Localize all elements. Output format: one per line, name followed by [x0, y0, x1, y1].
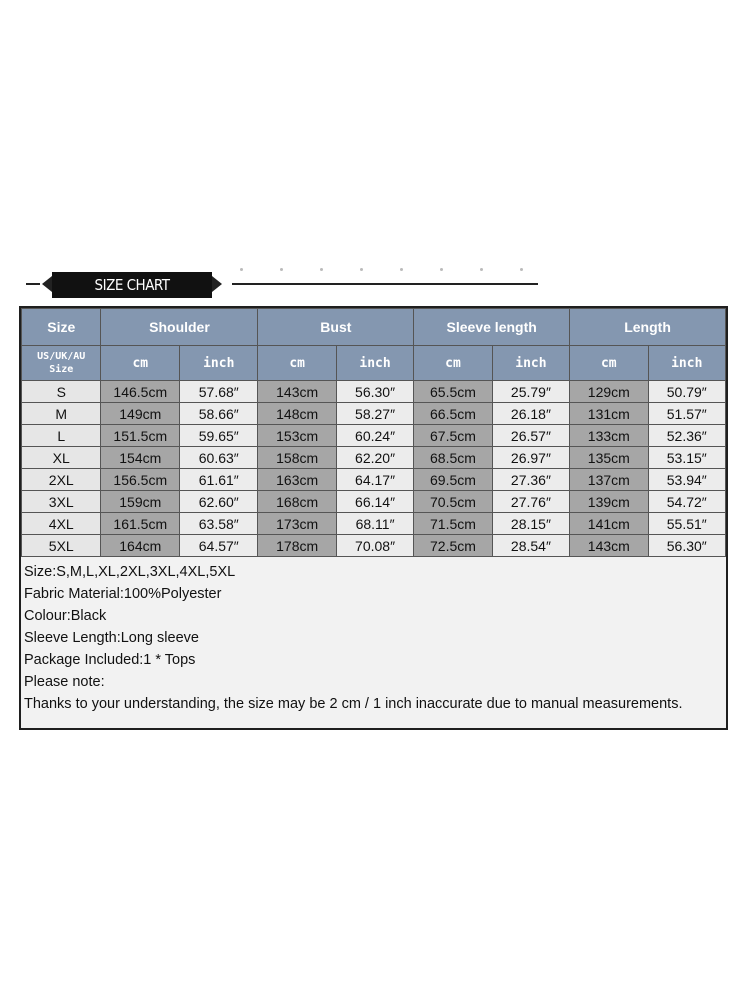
size-cell: L: [22, 425, 101, 447]
product-notes: [21, 555, 726, 715]
unit-header-row: [22, 346, 726, 381]
sleeve-inch-cell: 28.15″: [492, 513, 569, 535]
shoulder-inch-cell: 60.63″: [180, 447, 258, 469]
shoulder-inch-cell: 58.66″: [180, 403, 258, 425]
sleeve-inch-cell: 25.79″: [492, 381, 569, 403]
bust-inch-cell: 60.24″: [336, 425, 413, 447]
length-inch-cell: 54.72″: [648, 491, 725, 513]
sleeve-cm-cell: 72.5cm: [414, 535, 492, 557]
size-chart-banner: [20, 262, 580, 302]
table-row: [22, 535, 726, 557]
shoulder-header: Shoulder: [101, 309, 258, 346]
unit-cm-header: cm: [101, 346, 180, 381]
size-cell: S: [22, 381, 101, 403]
region-line-1: US/UK/AU: [37, 351, 86, 362]
shoulder-inch-cell: 64.57″: [180, 535, 258, 557]
shoulder-inch-cell: 63.58″: [180, 513, 258, 535]
length-cm-cell: 141cm: [570, 513, 648, 535]
banner-trail-line: [232, 283, 538, 285]
length-cm-cell: 137cm: [570, 469, 648, 491]
shoulder-inch-cell: 62.60″: [180, 491, 258, 513]
sleeve-inch-cell: 28.54″: [492, 535, 569, 557]
bust-cm-cell: 148cm: [258, 403, 336, 425]
length-header: Length: [570, 309, 726, 346]
sleeve-inch-cell: 27.76″: [492, 491, 569, 513]
size-cell: 4XL: [22, 513, 101, 535]
bust-inch-cell: 68.11″: [336, 513, 413, 535]
bust-inch-cell: 66.14″: [336, 491, 413, 513]
region-line-2: Size: [49, 364, 74, 375]
size-header: Size: [22, 309, 101, 346]
bust-inch-cell: 62.20″: [336, 447, 413, 469]
table-row: [22, 513, 726, 535]
sleeve-inch-cell: 27.36″: [492, 469, 569, 491]
length-inch-cell: 53.94″: [648, 469, 725, 491]
bust-inch-cell: 56.30″: [336, 381, 413, 403]
bust-cm-cell: 158cm: [258, 447, 336, 469]
sleeve-inch-cell: 26.18″: [492, 403, 569, 425]
bust-cm-cell: 178cm: [258, 535, 336, 557]
bust-cm-cell: 168cm: [258, 491, 336, 513]
note-fabric: Fabric Material:100%Polyester: [24, 586, 222, 602]
bust-cm-cell: 173cm: [258, 513, 336, 535]
unit-cm-header: cm: [570, 346, 648, 381]
banner-left-arrow-icon: [42, 276, 52, 292]
sleeve-cm-cell: 67.5cm: [414, 425, 492, 447]
table-row: [22, 381, 726, 403]
length-cm-cell: 133cm: [570, 425, 648, 447]
banner-right-arrow-icon: [212, 276, 222, 292]
table-row: [22, 447, 726, 469]
table-row: [22, 491, 726, 513]
length-inch-cell: 50.79″: [648, 381, 725, 403]
size-cell: XL: [22, 447, 101, 469]
shoulder-cm-cell: 151.5cm: [101, 425, 180, 447]
unit-cm-header: cm: [414, 346, 492, 381]
length-cm-cell: 143cm: [570, 535, 648, 557]
shoulder-cm-cell: 159cm: [101, 491, 180, 513]
length-cm-cell: 135cm: [570, 447, 648, 469]
table-row: [22, 403, 726, 425]
size-cell: 3XL: [22, 491, 101, 513]
note-sleeve-length: Sleeve Length:Long sleeve: [24, 630, 199, 646]
bust-inch-cell: 64.17″: [336, 469, 413, 491]
note-colour: Colour:Black: [24, 608, 107, 624]
banner-title: SIZE CHART: [52, 272, 212, 298]
size-cell: M: [22, 403, 101, 425]
shoulder-cm-cell: 154cm: [101, 447, 180, 469]
note-please-note: Please note:: [24, 674, 105, 690]
bust-cm-cell: 163cm: [258, 469, 336, 491]
banner-lead-line: [26, 283, 40, 285]
group-header-row: [22, 309, 726, 346]
length-inch-cell: 53.15″: [648, 447, 725, 469]
banner-dots: [240, 268, 540, 272]
unit-inch-header: inch: [492, 346, 569, 381]
sleeve-cm-cell: 70.5cm: [414, 491, 492, 513]
sleeve-cm-cell: 66.5cm: [414, 403, 492, 425]
length-inch-cell: 52.36″: [648, 425, 725, 447]
unit-inch-header: inch: [336, 346, 413, 381]
size-table: [21, 308, 726, 557]
unit-inch-header: inch: [648, 346, 725, 381]
sleeve-inch-cell: 26.97″: [492, 447, 569, 469]
bust-cm-cell: 143cm: [258, 381, 336, 403]
bust-cm-cell: 153cm: [258, 425, 336, 447]
shoulder-cm-cell: 156.5cm: [101, 469, 180, 491]
length-inch-cell: 56.30″: [648, 535, 725, 557]
length-inch-cell: 51.57″: [648, 403, 725, 425]
shoulder-inch-cell: 59.65″: [180, 425, 258, 447]
unit-cm-header: cm: [258, 346, 336, 381]
sleeve-cm-cell: 69.5cm: [414, 469, 492, 491]
bust-header: Bust: [258, 309, 414, 346]
note-disclaimer: Thanks to your understanding, the size may be 2 cm / 1 inch inaccurate due to manual measurements.: [24, 696, 683, 712]
sleeve-cm-cell: 71.5cm: [414, 513, 492, 535]
shoulder-inch-cell: 57.68″: [180, 381, 258, 403]
unit-inch-header: inch: [180, 346, 258, 381]
shoulder-cm-cell: 161.5cm: [101, 513, 180, 535]
table-row: [22, 469, 726, 491]
length-cm-cell: 139cm: [570, 491, 648, 513]
shoulder-cm-cell: 146.5cm: [101, 381, 180, 403]
bust-inch-cell: 70.08″: [336, 535, 413, 557]
region-size-header: [22, 346, 101, 381]
size-chart-frame: [19, 306, 728, 730]
sleeve-cm-cell: 65.5cm: [414, 381, 492, 403]
bust-inch-cell: 58.27″: [336, 403, 413, 425]
note-sizes: Size:S,M,L,XL,2XL,3XL,4XL,5XL: [24, 564, 236, 580]
length-cm-cell: 129cm: [570, 381, 648, 403]
shoulder-cm-cell: 164cm: [101, 535, 180, 557]
note-package: Package Included:1 * Tops: [24, 652, 196, 668]
sleeve-length-header: Sleeve length: [414, 309, 570, 346]
shoulder-cm-cell: 149cm: [101, 403, 180, 425]
length-cm-cell: 131cm: [570, 403, 648, 425]
length-inch-cell: 55.51″: [648, 513, 725, 535]
sleeve-cm-cell: 68.5cm: [414, 447, 492, 469]
size-cell: 5XL: [22, 535, 101, 557]
shoulder-inch-cell: 61.61″: [180, 469, 258, 491]
sleeve-inch-cell: 26.57″: [492, 425, 569, 447]
size-cell: 2XL: [22, 469, 101, 491]
table-row: [22, 425, 726, 447]
